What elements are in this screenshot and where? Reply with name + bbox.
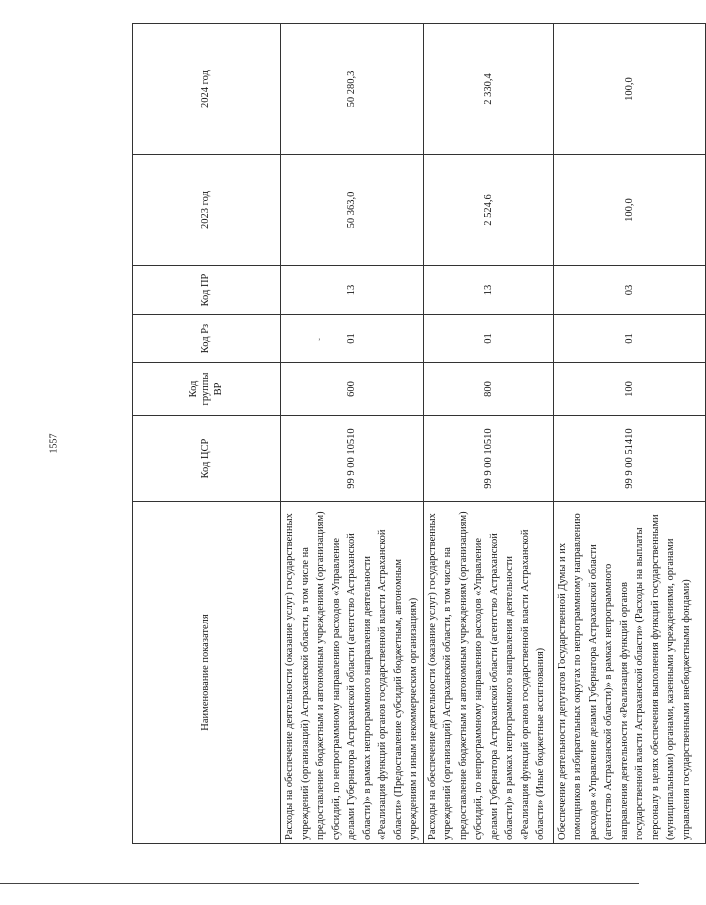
row-vr: 100 xyxy=(553,363,705,416)
row-csr: 99 9 00 10510 xyxy=(281,416,424,502)
header-vr: Код группы ВР xyxy=(133,363,281,416)
row-2023: 50 363,0 xyxy=(281,155,424,266)
row-pr: 13 xyxy=(281,266,424,315)
header-2024: 2024 год xyxy=(133,24,281,155)
row-rz: 01 xyxy=(281,315,424,363)
row-2023: 100,0 xyxy=(553,155,705,266)
row-vr: 800 xyxy=(423,363,553,416)
row-pr: 03 xyxy=(553,266,705,315)
row-csr: 99 9 00 10510 xyxy=(423,416,553,502)
row-2024: 2 330,4 xyxy=(423,24,553,155)
table-row xyxy=(553,24,705,844)
row-csr: 99 9 00 51410 xyxy=(553,416,705,502)
row-name: Расходы на обеспечение деятельности (оказание услуг) государственных учреждений (организаций) Астраханской области, в том числе на предоставление бюджетным и автономным учреждениям (организациям) субсидий, по непрограммному направлению расходов «Управление делами Губернатора Астраханской области (агентство Астраханской области)» в рамках непрограммного направления деятельности «Реализация функций органов государственной власти Астраханской области» (Предоставление субсидий бюджетным, автономным учреждениям и иным некоммерческим организациям) xyxy=(281,502,424,844)
header-csr: Код ЦСР xyxy=(133,416,281,502)
stray-mark: ’ xyxy=(318,337,321,346)
table-row xyxy=(423,24,553,844)
row-name: Расходы на обеспечение деятельности (оказание услуг) государственных учреждений (организаций) Астраханской области, в том числе на предоставление бюджетным и автономным учреждениям (организациям) субсидий, по непрограммному направлению расходов «Управление делами Губернатора Астраханской области (агентство Астраханской области)» в рамках непрограммного направления деятельности «Реализация функций органов государственной власти Астраханской области» (Иные бюджетные ассигнования) xyxy=(423,502,553,844)
header-pr: Код ПР xyxy=(133,266,281,315)
row-pr: 13 xyxy=(423,266,553,315)
row-2023: 2 524,6 xyxy=(423,155,553,266)
header-name: Наименование показателя xyxy=(133,502,281,844)
page-number: 1557 xyxy=(48,433,60,454)
footer-divider xyxy=(0,883,639,884)
table-row xyxy=(281,24,424,844)
header-2023: 2023 год xyxy=(133,155,281,266)
budget-table xyxy=(132,23,706,844)
row-2024: 50 280,3 xyxy=(281,24,424,155)
row-2024: 100,0 xyxy=(553,24,705,155)
table-header-row xyxy=(133,24,281,844)
row-name: Обеспечение деятельности депутатов Государственной Думы и их помощников в избирательных округах по непрограммному направлению расходов «Управление делами Губернатора Астраханской области (агентство Астраханской области)» в рамках непрограммного направления деятельности «Реализация функций органов государственной власти Астраханской области» (Расходы на выплаты персоналу в целях обеспечения выполнения функций государственными (муниципальными) органами, казенными учреждениями, органами управления государственными внебюджетными фондами) xyxy=(553,502,705,844)
row-rz: 01 xyxy=(553,315,705,363)
rotated-table-container xyxy=(132,24,692,844)
row-vr: 600 xyxy=(281,363,424,416)
row-rz: 01 xyxy=(423,315,553,363)
header-rz: Код Рз xyxy=(133,315,281,363)
